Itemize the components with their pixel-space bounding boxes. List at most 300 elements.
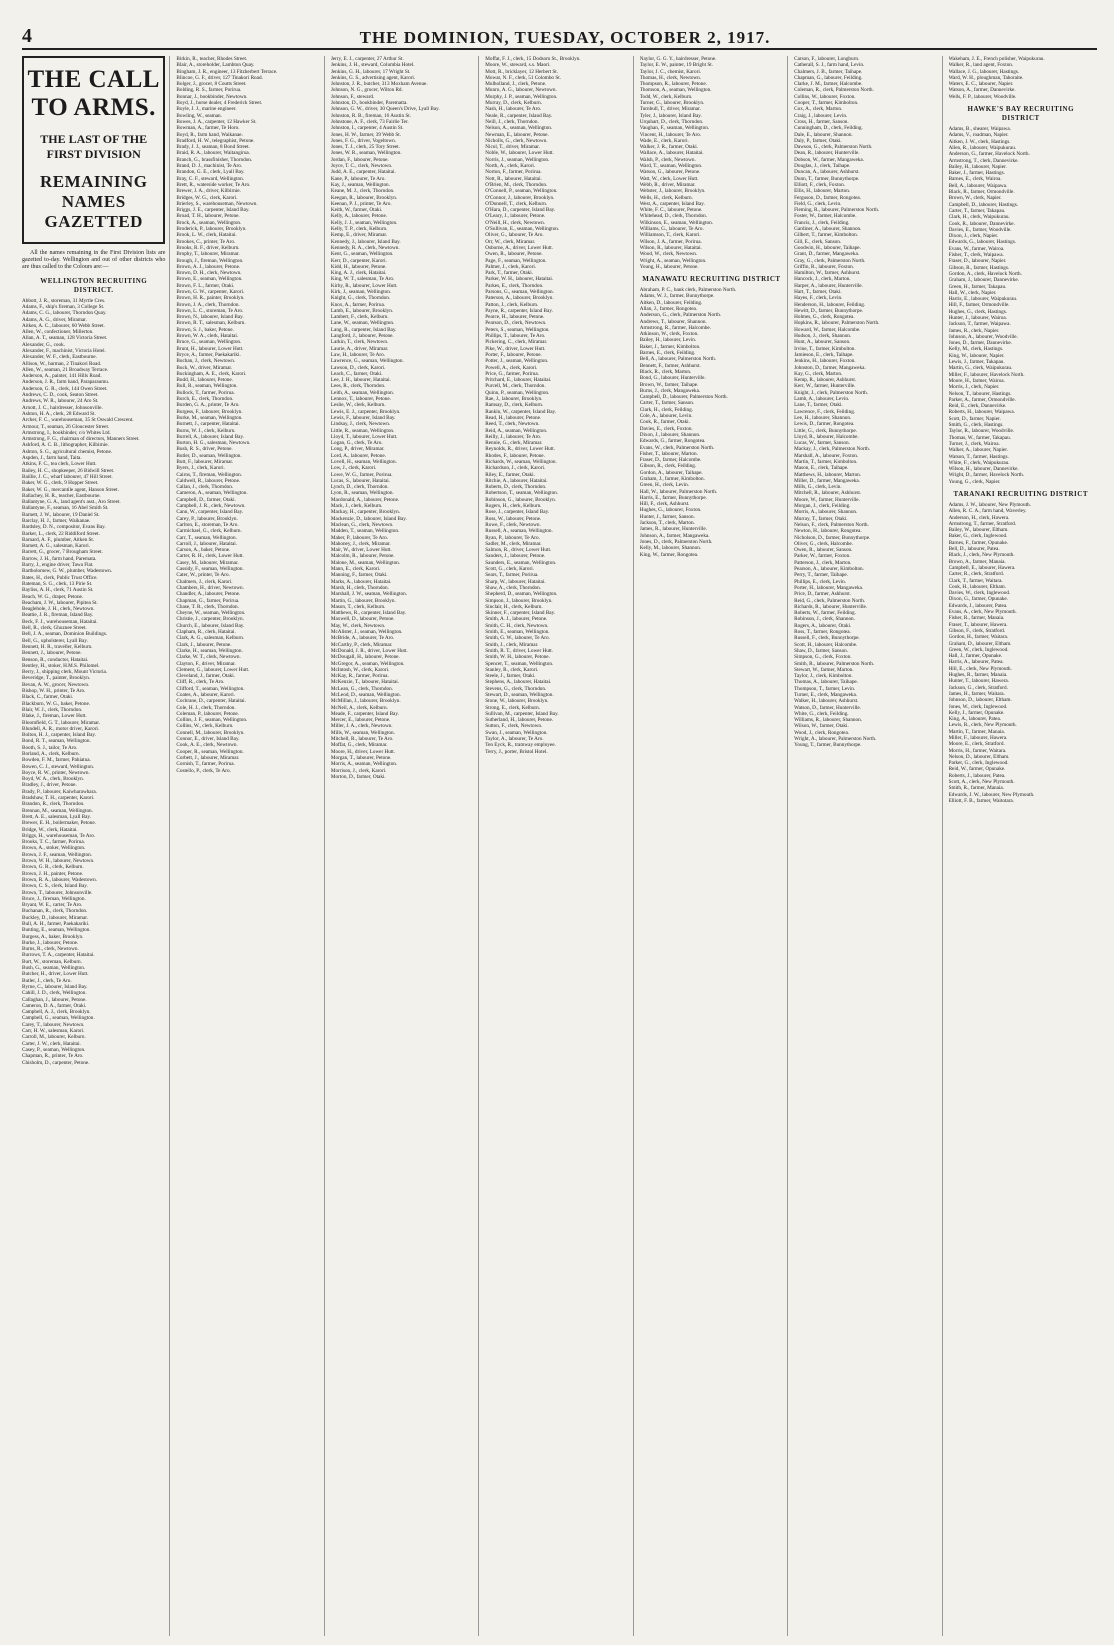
name-entry: Cliff, R., clerk, Te Aro.	[176, 679, 225, 686]
name-entry: Pike, W., driver, Lower Hutt.	[485, 345, 546, 352]
name-entry: Keenan, P. J., printer, Te Aro.	[330, 200, 392, 207]
name-entry: James, R., clerk, Napier.	[948, 327, 1000, 334]
name-entry: Bullock, T., farmer, Porirua.	[176, 389, 235, 396]
name-entry: Wallace, A., labourer, Hataitai.	[639, 150, 704, 157]
name-entry: Black, R., farmer, Ormondville.	[948, 189, 1015, 196]
name-entry: Wright, A., seaman, Wellington.	[639, 257, 707, 264]
name-entry: Bates, H., clerk, Public Trust Office.	[22, 574, 98, 581]
name-entry: McCarthy, P., clerk, Miramar.	[330, 641, 393, 648]
name-entry: Gordon, A., labourer, Taihape.	[639, 469, 703, 476]
name-entry: Quinn, P., seaman, Wellington.	[485, 389, 550, 396]
name-entry: Bush, G., seaman, Wellington.	[22, 965, 86, 972]
name-entry: Brown, A., stoker, Wellington.	[22, 845, 86, 852]
name-entry: Law, H., labourer, Te Aro.	[330, 351, 386, 358]
name-entry: Murray, D., clerk, Kelburn.	[485, 100, 542, 107]
name-entry: Marsh, H., clerk, Thorndon.	[330, 584, 389, 591]
name-entry: Barrow, J. H., farm hand, Paremata.	[22, 555, 97, 562]
name-entry: Rogers, H., clerk, Kelburn.	[485, 503, 542, 510]
name-entry: Owen, R., labourer, Sanson.	[794, 547, 853, 554]
name-entry: Matthews, R., carpenter, Island Bay.	[330, 610, 407, 617]
subheadline: THE LAST OF THE FIRST DIVISION	[40, 132, 148, 161]
name-entry: Wells, F. P., labourer, Woodville.	[948, 93, 1017, 100]
name-entry: Byrne, C., labourer, Island Bay.	[22, 983, 88, 990]
name-entry: Brown, W. H., labourer, Newtown.	[22, 858, 95, 865]
name-entry: Young, G., clerk, Napier.	[948, 478, 1001, 485]
name-entry: Bull, A. H., farmer, Paekakariki.	[22, 921, 90, 927]
name-entry: Adams, A. G., driver, Miramar.	[22, 316, 87, 323]
name-entry: O'Leary, J., labourer, Petone.	[485, 213, 546, 220]
name-entry: Moore, E., clerk, Stratford.	[948, 741, 1005, 748]
name-entry: Walsh, P., clerk, Newtown.	[639, 156, 696, 163]
name-entry: Lane, T., farmer, Otaki.	[794, 402, 843, 409]
name-entry: Sutherland, H., labourer, Petone.	[485, 717, 554, 724]
name-entry: Kemp, E., driver, Miramar.	[330, 232, 388, 239]
name-entry: Bush, R. S., driver, Petone.	[176, 446, 233, 453]
name-entry: Clapham, R., clerk, Hataitai.	[176, 629, 236, 636]
name-entry: Brown, A. J., labourer, Petone.	[176, 263, 241, 270]
name-entry: Low, J., clerk, Karori.	[330, 465, 377, 472]
name-entry: Malcolm, R., labourer, Petone.	[330, 553, 395, 560]
name-entry: Knight, G., clerk, Thorndon.	[330, 295, 391, 302]
name-entry: Madden, T., seaman, Wellington.	[330, 528, 400, 535]
name-entry: Bolger, J., grocer, 8 Coutts Street.	[176, 81, 247, 88]
name-entry: White, F. C., labourer, Petone.	[639, 207, 703, 214]
name-entry: Morris, H., farmer, Waitara.	[948, 747, 1007, 754]
name-entry: Lewis, F., labourer, Island Bay.	[330, 414, 396, 421]
name-entry: Palmer, J., clerk, Karori.	[485, 263, 537, 270]
lead-paragraph: All the names remaining in the First Division lists are gazetted to-day. Wellington and out of other districts who are thus called to the Colours are:—	[22, 250, 166, 271]
name-entry: Leach, C., farmer, Otaki.	[330, 370, 383, 377]
name-entry: Sears, T., farmer, Porirua.	[485, 572, 539, 579]
name-entry: Brown, J. F., seaman, Wellington.	[22, 851, 92, 858]
name-entry: Mowat, N. F., clerk, 51 Colombo St.	[485, 74, 561, 81]
name-entry: Wilson, H., labourer, Dannevirke.	[948, 466, 1019, 473]
name-entry: Braid, R. A., labourer, Waitangirua.	[176, 150, 251, 157]
name-entry: Williams, G., labourer, Te Aro.	[639, 226, 704, 233]
name-entry: Nash, H., labourer, Te Aro.	[485, 106, 542, 113]
name-entry: Logan, G., clerk, Te Aro.	[330, 440, 383, 447]
name-entry: Taylor, A., labourer, Te Aro.	[485, 736, 544, 743]
name-entry: Little, G., clerk, Bunnythorpe.	[794, 427, 857, 434]
name-entry: Baker, J., farmer, Hastings.	[948, 170, 1005, 177]
name-entry: Burt, W., storeman, Kelburn.	[22, 958, 82, 965]
name-entry: Blackburn, W. G., baker, Petone.	[22, 700, 91, 707]
name-entry: West, A., carpenter, Island Bay.	[639, 200, 705, 207]
name-entry: Norris, J., seaman, Wellington.	[485, 156, 550, 163]
name-entry: Boyd, R., farm hand, Waikanae.	[176, 131, 243, 138]
name-entry: McIntosh, W., clerk, Karori.	[330, 666, 390, 673]
name-entry: Graham, J., labourer, Dannevirke.	[948, 277, 1019, 284]
name-list	[485, 56, 628, 755]
name-entry: Callan, J., clerk, Thorndon.	[176, 484, 234, 491]
name-entry: Bailey, H. C., shopkeeper, 26 Bidwill Street.	[22, 467, 115, 474]
name-entry: Barnes, E., clerk, Feilding.	[639, 350, 696, 357]
name-entry: Brookes, C., printer, Te Aro.	[176, 238, 236, 245]
name-entry: Park, T., farmer, Otaki.	[485, 270, 533, 277]
name-entry: Stevens, G., clerk, Thorndon.	[485, 685, 547, 692]
name-entry: Richardson, J., clerk, Karori.	[485, 465, 546, 472]
name-entry: Brooks, T. C., farmer, Porirua.	[22, 839, 85, 846]
name-entry: Maclean, G., clerk, Newtown.	[330, 521, 394, 528]
name-entry: Jackson, T., farmer, Waipawa.	[948, 321, 1011, 328]
name-entry: Berry, J., shipping clerk, Mount Victoria.	[22, 669, 108, 676]
name-entry: Lewis, E. J., carpenter, Brooklyn.	[330, 408, 401, 415]
name-entry: Matthews, H., labourer, Marton.	[794, 471, 862, 478]
name-entry: Williamson, T., clerk, Karori.	[639, 232, 701, 239]
name-entry: Bishop, W. H., printer, Te Aro.	[22, 688, 86, 695]
name-entry: Long, P., driver, Miramar.	[330, 446, 385, 453]
name-entry: Alexander, F., machinist, Victoria Hotel.	[22, 347, 106, 354]
name-entry: Miller, F., labourer, Hawera.	[948, 734, 1008, 741]
name-entry: Nelson, F., clerk, Palmerston North.	[794, 521, 869, 528]
name-entry: Fraser, D., labourer, Napier.	[948, 258, 1007, 265]
name-entry: Mair, W., driver, Lower Hutt.	[330, 547, 392, 554]
name-entry: Cook, H., labourer, Eltham.	[948, 583, 1006, 590]
name-entry: Jones, W. R., seaman, Wellington.	[330, 150, 402, 157]
name-entry: Benson, R., conductor, Hataitai.	[22, 656, 89, 663]
name-entry: Collins, W., labourer, Foxton.	[794, 93, 856, 100]
name-entry: Bond, R. T., seaman, Wellington.	[22, 738, 91, 745]
name-entry: Sutton, F., clerk, Newtown.	[485, 723, 543, 730]
name-entry: Cole, H. J., clerk, Thorndon.	[176, 704, 236, 711]
name-entry: Carey, T., labourer, Newtown.	[22, 1021, 85, 1028]
name-entry: Beattie, J. R., fireman, Island Bay.	[22, 612, 94, 619]
name-entry: Gilbert, T., farmer, Kimbolton.	[794, 232, 858, 239]
name-entry: Skinner, F., carpenter, Island Bay.	[485, 610, 556, 617]
name-entry: Ten Eyck, R., tramway employee.	[485, 742, 556, 749]
name-entry: Laurie, A., driver, Miramar.	[330, 345, 389, 352]
name-entry: Bailey, H., labourer, Napier.	[948, 163, 1007, 170]
name-entry: Chalmers, J. B., farmer, Taihape.	[794, 68, 863, 75]
name-entry: Wilson, R., labourer, Hataitai.	[639, 244, 702, 251]
name-entry: Smith, W. H., labourer, Petone.	[485, 654, 550, 661]
name-entry: Bardsley, D. N., compositor, Evans Bay.	[22, 524, 106, 531]
name-entry: Read, H., labourer, Petone.	[485, 414, 542, 421]
name-entry: Collins, W., clerk, Kelburn.	[176, 723, 234, 730]
name-entry: Johnston, R. B., fireman, 16 Austin St.	[330, 112, 411, 119]
name-entry: Chapman, R., printer, Te Aro.	[22, 1053, 84, 1060]
name-entry: Green, W., clerk, Inglewood.	[948, 646, 1009, 653]
name-entry: Burns, R., clerk, Newtown.	[22, 946, 79, 953]
name-entry: Beaglehole, J. H., clerk, Newtown.	[22, 606, 95, 613]
headline: THE CALL TO ARMS.	[27, 66, 160, 121]
name-entry: Brown, F. L., farmer, Otaki.	[176, 282, 235, 289]
name-entry: Martin, G., clerk, Waipukurau.	[948, 365, 1013, 372]
name-entry: Bell, D., labourer, Patea.	[948, 546, 1000, 553]
name-entry: McMillan, J., labourer, Brooklyn.	[330, 698, 401, 705]
name-entry: Anderson, J. R., farm hand, Paraparaumu.	[22, 379, 110, 386]
name-entry: Carr, T., seaman, Wellington.	[176, 534, 237, 541]
name-entry: Lucas, S., labourer, Hataitai.	[330, 477, 390, 484]
name-entry: Neill, J., clerk, Thorndon.	[485, 118, 539, 125]
name-entry: Campbell, D., labourer, Palmerston North.	[639, 394, 728, 401]
name-entry: Barnes, E., clerk, Wairoa.	[948, 176, 1002, 183]
name-entry: Gordon, A., clerk, Havelock North.	[948, 270, 1022, 277]
name-entry: Dawson, G., clerk, Palmerston North.	[794, 144, 873, 151]
name-entry: Mack, J., clerk, Kelburn.	[330, 503, 383, 510]
name-entry: O'Brien, M., clerk, Thorndon.	[485, 181, 548, 188]
name-entry: Cameron, D. A., farmer, Otaki.	[22, 1002, 87, 1009]
name-entry: Chase, T. R., clerk, Thorndon.	[176, 603, 239, 610]
name-entry: Brand, D. J., machinist, Te Aro.	[176, 163, 243, 170]
name-entry: Barrett, G., grocer, 7 Brougham Street.	[22, 549, 103, 556]
name-entry: Adams, J. W., labourer, New Plymouth.	[948, 502, 1031, 508]
name-entry: Moore, H., farmer, Wairoa.	[948, 377, 1005, 384]
name-entry: May, W., clerk, Newtown.	[330, 622, 386, 629]
name-entry: Chapman, G., labourer, Feilding.	[794, 74, 863, 81]
name-entry: Thompson, R., labourer, Petone.	[639, 81, 707, 88]
name-entry: Parkes, E., clerk, Thorndon.	[485, 282, 544, 289]
name-entry: Burrell, A., labourer, Island Bay.	[176, 433, 245, 440]
name-entry: Gibson, R., clerk, Feilding.	[639, 463, 697, 470]
name-entry: Lawrence, F., clerk, Feilding.	[794, 408, 856, 415]
name-entry: Baillie, J. C., wharf labourer, 47 Hill Street.	[22, 473, 113, 480]
name-entry: Kelly, M., clerk, Hastings.	[948, 346, 1004, 353]
name-entry: Clark, A. G., salesman, Kelburn.	[176, 635, 245, 642]
name-entry: James, H., farmer, Waitara.	[948, 690, 1005, 697]
name-entry: Parker, W., farmer, Foxton.	[794, 553, 851, 560]
name-entry: Bloomfield, G. T., labourer, Miramar.	[22, 719, 100, 726]
name-entry: Simpson, G., clerk, Foxton.	[794, 654, 852, 661]
name-entry: Briggs, H., warehouseman, Te Aro.	[22, 832, 96, 839]
name-entry: Roberts, D., clerk, Thorndon.	[485, 484, 547, 491]
name-entry: Chisholm, D., carpenter, Petone.	[22, 1059, 90, 1066]
name-entry: Scott, H., labourer, Halcombe.	[794, 641, 858, 648]
name-entry: Cochrane, D., carpenter, Hataitai.	[176, 698, 246, 705]
name-entry: Lord, A., labourer, Petone.	[330, 452, 386, 459]
name-entry: Armstrong, T., farmer, Stratford.	[948, 520, 1017, 527]
name-entry: Graham, D., labourer, Eltham.	[948, 640, 1012, 647]
name-entry: Lovell, H., seaman, Wellington.	[330, 459, 397, 465]
name-entry: Bennett, F., farmer, Ashhurst.	[639, 362, 701, 369]
name-entry: Bradley, J., driver, Petone.	[22, 782, 77, 789]
name-entry: Vincent, H., labourer, Te Aro.	[639, 131, 702, 138]
name-entry: Lamb, A., labourer, Levin.	[794, 396, 850, 403]
name-entry: Hall, W., labourer, Palmerston North.	[639, 488, 718, 495]
name-entry: Burden, G. A., printer, Te Aro.	[176, 402, 240, 409]
name-entry: Clarke, J. M., farmer, Halcombe.	[794, 81, 863, 88]
name-entry: Cooper, R., seaman, Wellington.	[176, 748, 244, 755]
name-entry: Hopkins, R., labourer, Palmerston North.	[794, 320, 880, 327]
name-entry: Marshall, A., labourer, Foxton.	[794, 452, 859, 459]
name-entry: Taylor, J. C., chemist, Karori.	[639, 68, 702, 75]
name-entry: Carroll, M., labourer, Kelburn.	[22, 1034, 86, 1041]
name-entry: Edwards, J. W., labourer, New Plymouth.	[948, 791, 1035, 798]
name-entry: Campbell, E., labourer, Hawera.	[948, 564, 1016, 571]
name-entry: Brown, E., seaman, Wellington.	[176, 276, 243, 283]
name-entry: Burnett, J., carpenter, Hataitai.	[176, 421, 240, 428]
name-entry: Bentley, H., stoker, H.M.S. Philomel.	[22, 662, 100, 669]
name-entry: Morrison, J., clerk, Karori.	[330, 767, 387, 774]
name-entry: Wright, D., farmer, Havelock North.	[948, 472, 1025, 479]
name-entry: Lucas, W., farmer, Sanson.	[794, 440, 850, 447]
name-entry: Cassidy, F., seaman, Wellington.	[176, 566, 244, 573]
name-entry: Broderick, P., labourer, Brooklyn.	[176, 226, 247, 233]
name-entry: McBride, A., labourer, Te Aro.	[330, 635, 395, 642]
name-entry: Mackay, H., carpenter, Brooklyn.	[330, 509, 401, 516]
name-entry: Wade, E., clerk, Karori.	[639, 137, 689, 144]
name-entry: Mahoney, J., clerk, Miramar.	[330, 540, 391, 547]
name-entry: Smith, J., clerk, Miramar.	[485, 641, 539, 648]
name-entry: Green, H., farmer, Takapau.	[948, 283, 1007, 290]
name-entry: Carter, J. W., clerk, Hataitai.	[22, 1040, 81, 1047]
name-entry: Allison, W., barman, 2 Tinakori Road.	[22, 360, 102, 367]
name-entry: Whitehead, D., clerk, Thorndon.	[639, 213, 708, 220]
name-entry: Kennedy, R. A., clerk, Newtown.	[330, 244, 400, 251]
name-entry: Wilson, J. A., farmer, Porirua.	[639, 238, 702, 245]
name-entry: Price, D., farmer, Ashhurst.	[794, 591, 851, 598]
name-entry: Roberts, W., farmer, Feilding.	[794, 610, 856, 617]
name-entry: Evans, A., clerk, New Plymouth.	[948, 609, 1017, 616]
name-entry: Campbell, G., seaman, Wellington.	[22, 1015, 95, 1022]
name-entry: Brown, J. H., painter, Petone.	[22, 870, 84, 877]
name-entry: Bayliss, A. H., clerk, 71 Austin St.	[22, 587, 94, 594]
name-entry: Jones, D., farmer, Dannevirke.	[948, 340, 1013, 347]
name-entry: Martin, T., farmer, Manaia.	[948, 728, 1005, 735]
name-entry: Brown, S. J., baker, Petone.	[176, 326, 234, 333]
name-entry: Coleman, P., labourer, Petone.	[176, 710, 240, 717]
name-entry: Bonnar, J., bookbinder, Newtown.	[176, 93, 248, 100]
name-entry: Black, R., clerk, Marton.	[639, 368, 692, 375]
name-entry: Parker, G., clerk, Inglewood.	[948, 760, 1009, 767]
name-entry: Carson, F., labourer, Longburn.	[794, 56, 860, 62]
name-entry: Turner, E., clerk, Mangaweka.	[794, 691, 858, 698]
name-entry: Bennett, H. R., traveller, Kelburn.	[22, 643, 93, 650]
name-entry: Collins, J. F., seaman, Wellington.	[176, 717, 248, 724]
name-entry: Knight, J., clerk, Palmerston North.	[794, 389, 869, 396]
name-entry: Butt, F., labourer, Miramar.	[176, 459, 234, 465]
name-entry: Bailey, W., labourer, Eltham.	[948, 527, 1009, 534]
name-entry: Watson, D., farmer, Hunterville.	[794, 704, 861, 711]
name-entry: Mitchell, R., labourer, Ashhurst.	[794, 490, 862, 497]
name-entry: Casey, P., seaman, Wellington.	[22, 1046, 86, 1053]
name-entry: Carter, R. H., clerk, Lower Hutt.	[176, 553, 244, 560]
name-entry: Ballantyne, F., seaman, 16 Abel Smith St.	[22, 505, 109, 512]
name-entry: Keane, M. J., clerk, Thorndon.	[330, 188, 395, 195]
name-entry: Scott, D., farmer, Napier.	[948, 415, 1001, 422]
name-entry: Field, G., clerk, Levin.	[794, 200, 842, 207]
name-entry: Cann, W., carpenter, Island Bay.	[176, 509, 244, 516]
name-entry: Anderson, A., painter, 141 Hills Road.	[22, 373, 102, 380]
masthead	[22, 26, 1097, 50]
name-entry: Wood, W., clerk, Newtown.	[639, 251, 698, 258]
name-entry: Munro, A. G., labourer, Newtown.	[485, 87, 557, 94]
name-entry: Sanders, J., labourer, Petone.	[485, 553, 546, 560]
name-entry: Owen, R., labourer, Petone.	[485, 251, 543, 258]
name-entry: White, F., clerk, Waipukurau.	[948, 459, 1010, 466]
name-entry: Abraham, P. C., bank clerk, Palmerston North.	[639, 287, 737, 294]
newspaper-columns	[22, 56, 1097, 1636]
name-entry: O'Connor, J., labourer, Brooklyn.	[485, 194, 555, 201]
name-entry: Cunningham, D., clerk, Feilding.	[794, 125, 863, 132]
name-entry: King, W., farmer, Rongotea.	[639, 551, 699, 558]
name-entry: Carter, T., farmer, Sanson.	[639, 400, 695, 407]
name-entry: Davies, W., clerk, Inglewood.	[948, 590, 1011, 597]
name-entry: Armstrong, T., clerk, Dannevirke.	[948, 157, 1019, 164]
name-entry: Murray, T., farmer, Otaki.	[794, 515, 848, 522]
district-heading-manawatu: MANAWATU RECRUITING DISTRICT	[642, 275, 781, 284]
name-entry: Urquhart, D., clerk, Thorndon.	[639, 118, 704, 125]
name-entry: Campbell, D., farmer, Otaki.	[176, 496, 236, 503]
name-entry: Sullivan, M., carpenter, Island Bay.	[485, 710, 559, 717]
name-entry: Turner, J., clerk, Wairoa.	[948, 440, 1000, 447]
name-entry: Butler, J., clerk, Te Aro.	[22, 977, 72, 984]
name-entry: Parker, W. H., labourer, Hataitai.	[485, 276, 554, 283]
name-entry: Lees, R., clerk, Thorndon.	[330, 383, 386, 390]
name-entry: Allan, J., farmer, Rongotea.	[639, 305, 698, 312]
name-entry: Oliver, G., clerk, Halcombe.	[794, 540, 853, 547]
name-entry: Mason, T., clerk, Kelburn.	[330, 603, 386, 610]
name-entry: Jerry, E. J., carpenter, 27 Arthur St.	[330, 56, 404, 62]
name-entry: Morgan, T., labourer, Petone.	[330, 754, 392, 761]
name-entry: Kelly, J. J., seaman, Wellington.	[330, 219, 398, 226]
name-entry: Foster, W., farmer, Halcombe.	[794, 213, 857, 220]
name-entry: Griffin, R., labourer, Foxton.	[794, 263, 855, 270]
name-entry: Martin, T., farmer, Kimbolton.	[794, 459, 858, 465]
name-entry: Bowling, W., seaman.	[176, 112, 222, 119]
name-entry: Burke, M., seaman, Wellington.	[176, 414, 243, 421]
name-entry: Harper, A., labourer, Hunterville.	[794, 282, 863, 289]
name-entry: Dixon, G., farmer, Opunake.	[948, 596, 1008, 603]
name-entry: Thomas, A., labourer, Taihape.	[794, 679, 859, 686]
name-entry: Brown, W. A., clerk, Hataitai.	[176, 333, 239, 340]
name-entry: Nelson, T., labourer, Hastings.	[948, 390, 1012, 397]
name-entry: Blair, W. J., clerk, Thorndon.	[22, 706, 83, 713]
name-entry: Shaw, D., farmer, Sanson.	[794, 647, 849, 654]
name-entry: Brady, P., labourer, Kaiwharawhara.	[22, 788, 97, 795]
name-entry: Kelly, J., farmer, Opunake.	[948, 709, 1005, 716]
name-entry: Bevan, A. W., grocer, Newtown.	[22, 681, 90, 688]
name-entry: Connor, E., driver, Island Bay.	[176, 736, 240, 743]
name-entry: Brennan, M., seaman, Wellington.	[22, 807, 93, 814]
name-entry: Neale, R., carpenter, Island Bay.	[485, 112, 553, 119]
name-entry: Lowe, W. G., farmer, Porirua.	[330, 471, 393, 478]
name-entry: Andrews, C. D., cook, Seaton Street.	[22, 392, 99, 399]
name-entry: North, A., clerk, Karori.	[485, 163, 536, 170]
name-entry: Martin, G., labourer, Brooklyn.	[330, 597, 396, 604]
name-entry: Smith, C. H., clerk, Newtown.	[485, 622, 549, 629]
name-entry: Bryce, A., farmer, Paekakariki.	[176, 351, 241, 358]
name-entry: Brett, R., waterside worker, Te Aro.	[176, 181, 251, 188]
name-entry: Edwards, J., labourer, Patea.	[948, 602, 1008, 609]
name-entry: Hughes, G., labourer, Foxton.	[639, 507, 702, 514]
name-entry: Robertson, T., seaman, Wellington.	[485, 490, 559, 497]
name-entry: Lloyd, R., labourer, Halcombe.	[794, 433, 859, 440]
name-entry: Jenkins, H., labourer, Foxton.	[794, 358, 856, 365]
name-entry: Andrews, W. R., labourer, 24 Aro St.	[22, 398, 99, 405]
name-entry: Butcher, H., driver, Lower Hutt.	[22, 971, 89, 978]
name-entry: Briggs, J. E., carpenter, Island Bay.	[176, 207, 250, 214]
name-entry: Phillips, E., clerk, Levin.	[794, 578, 847, 585]
name-entry: Richards, R., labourer, Hunterville.	[794, 603, 868, 610]
name-entry: Bridge, W., clerk, Hataitai.	[22, 826, 78, 833]
name-entry: Bryant, W. E., carter, Te Aro.	[22, 902, 83, 909]
name-entry: Terry, J., porter, Bristol Hotel.	[485, 748, 548, 755]
name-entry: Brown, A., farmer, Manaia.	[948, 558, 1006, 565]
name-list	[331, 56, 474, 780]
name-entry: Buckley, D., labourer, Miramar.	[22, 914, 89, 921]
name-entry: Lang, R., carpenter, Island Bay.	[330, 326, 397, 333]
name-entry: Bull, R., seaman, Wellington.	[176, 383, 238, 390]
deck: REMAINING NAMES GAZETTED	[39, 172, 148, 231]
name-entry: Hunter, J., farmer, Sanson.	[639, 513, 695, 520]
name-entry: Harris, E., labourer, Waipukurau.	[948, 296, 1018, 303]
name-entry: Hill, F., clerk, Ashhurst.	[639, 501, 690, 508]
name-entry: Miller, D., farmer, Mangaweka.	[794, 477, 860, 484]
name-entry: Stewart, W., farmer, Marton.	[794, 666, 854, 673]
name-entry: Brett, A. E., salesman, Lyall Bay.	[22, 813, 91, 820]
name-entry: Blair, A., storeholder, Lambton Quay.	[176, 62, 255, 69]
